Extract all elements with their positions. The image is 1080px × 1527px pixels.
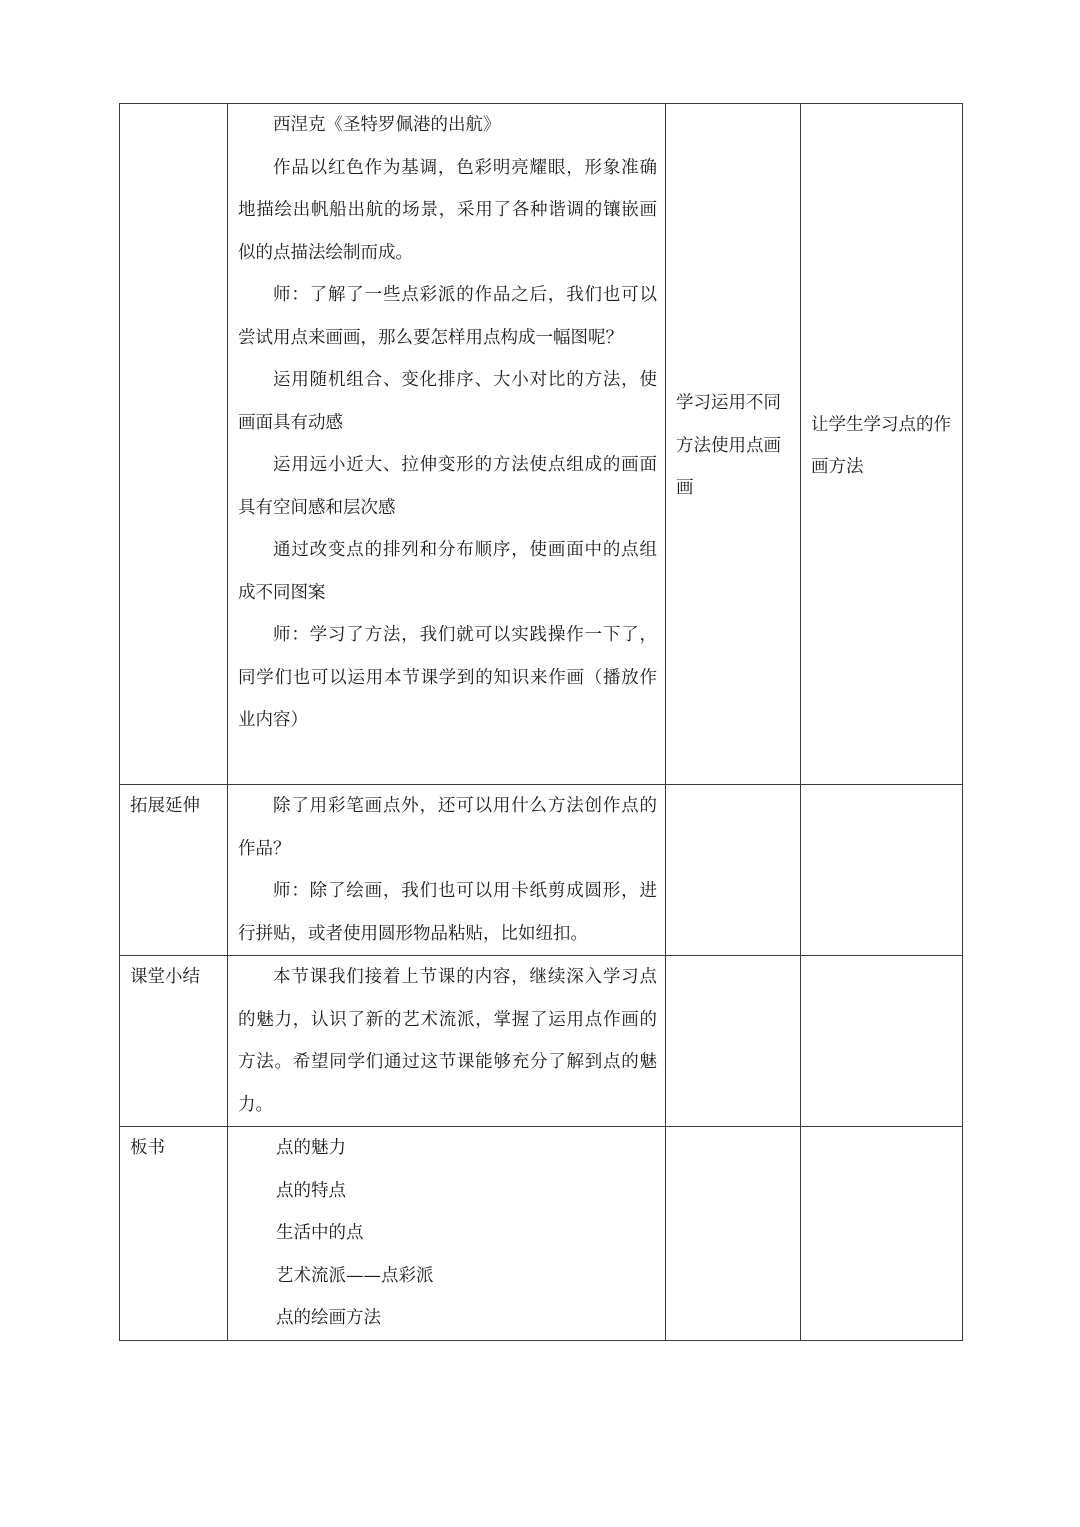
design-intent-cell <box>801 785 963 956</box>
content-cell <box>228 956 666 1127</box>
content-cell <box>228 104 666 785</box>
table-row <box>120 1127 963 1341</box>
artwork-title: 西涅克《圣特罗佩港的出航》 <box>273 115 501 135</box>
stage-cell: 拓展延伸 <box>120 785 228 956</box>
method-pattern: 通过改变点的排列和分布顺序，使画面中的点组成不同图案 <box>238 540 657 603</box>
design-intent-cell <box>801 1127 963 1341</box>
board-line: 点的魅力 <box>276 1138 346 1158</box>
method-dynamic: 运用随机组合、变化排序、大小对比的方法，使画面具有动感 <box>238 370 657 433</box>
table-row <box>120 956 963 1127</box>
board-line: 点的特点 <box>276 1180 346 1201</box>
table-row <box>120 785 963 956</box>
design-intent-cell <box>801 104 963 785</box>
stage-cell <box>120 104 228 785</box>
teacher-practice: 师：学习了方法，我们就可以实践操作一下了，同学们也可以运用本节课学到的知识来作画（播放作业内容） <box>238 625 657 730</box>
design-intent-cell <box>801 956 963 1127</box>
extension-question: 除了用彩笔画点外，还可以用什么方法创作点的作品？ <box>238 796 657 859</box>
lesson-plan-table <box>119 103 963 1341</box>
design-intent-text: 让学生学习点的作画方法 <box>811 414 951 477</box>
artwork-description: 作品以红色作为基调，色彩明亮耀眼，形象准确地描绘出帆船出航的场景，采用了各种谐调的镶嵌画似的点描法绘制而成。 <box>238 157 657 263</box>
table-row <box>120 104 963 785</box>
board-line: 艺术流派——点彩派 <box>276 1265 434 1286</box>
student-activity-cell <box>666 104 801 785</box>
student-activity-cell <box>666 956 801 1127</box>
content-cell <box>228 785 666 956</box>
stage-cell: 课堂小结 <box>120 956 228 1127</box>
board-line: 点的绘画方法 <box>276 1308 381 1328</box>
method-space: 运用远小近大、拉伸变形的方法使点组成的画面具有空间感和层次感 <box>238 455 657 518</box>
board-line: 生活中的点 <box>276 1223 364 1243</box>
summary-text: 本节课我们接着上节课的内容，继续深入学习点的魅力，认识了新的艺术流派，掌握了运用点作画的方法。希望同学们通过这节课能够充分了解到点的魅力。 <box>238 967 657 1115</box>
student-activity-cell <box>666 785 801 956</box>
stage-cell: 板书 <box>120 1127 228 1341</box>
extension-answer: 师：除了绘画，我们也可以用卡纸剪成圆形，进行拼贴，或者使用圆形物品粘贴，比如纽扣。 <box>238 881 657 944</box>
student-activity-cell <box>666 1127 801 1341</box>
student-activity-text: 学习运用不同方法使用点画画 <box>676 393 781 499</box>
teacher-question: 师：了解了一些点彩派的作品之后，我们也可以尝试用点来画画，那么要怎样用点构成一幅图呢？ <box>238 285 657 348</box>
content-cell <box>228 1127 666 1341</box>
